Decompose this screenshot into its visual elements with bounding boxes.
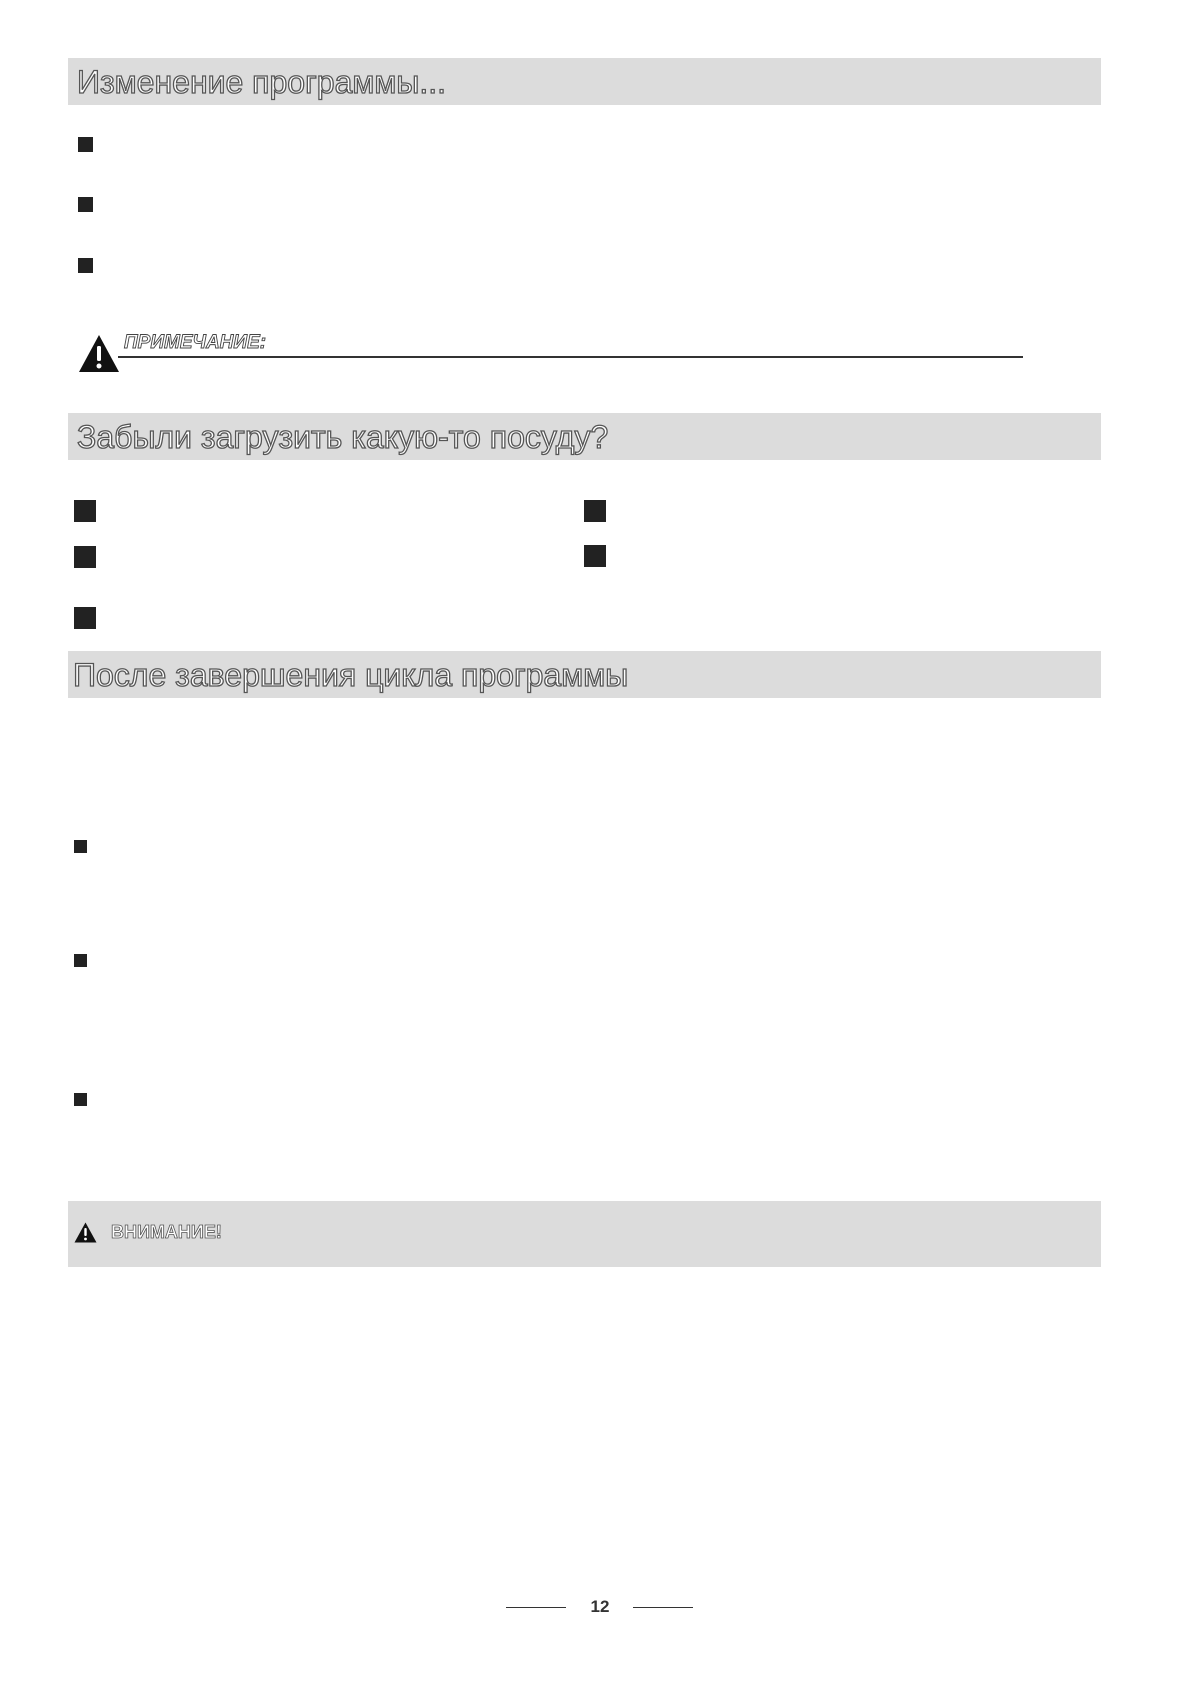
note-label: ПРИМЕЧАНИЕ: bbox=[124, 332, 267, 353]
warning-triangle-icon bbox=[78, 334, 120, 373]
bullet-icon bbox=[74, 607, 96, 629]
bullet-icon bbox=[78, 197, 93, 212]
section-header-change-program bbox=[68, 58, 1101, 105]
bullet-icon bbox=[74, 954, 87, 967]
bullet-icon bbox=[78, 258, 93, 273]
bullet-icon bbox=[584, 545, 606, 567]
note-underline bbox=[118, 356, 1023, 358]
section-title: После завершения цикла программы bbox=[73, 657, 629, 693]
section-title: Забыли загрузить какую-то посуду? bbox=[77, 419, 609, 455]
bullet-icon bbox=[74, 840, 87, 853]
bullet-icon bbox=[74, 546, 96, 568]
section-title: Изменение программы... bbox=[77, 64, 447, 100]
bullet-icon bbox=[74, 1093, 87, 1106]
bullet-icon bbox=[74, 500, 96, 522]
footer-rule-left bbox=[506, 1607, 566, 1608]
warning-triangle-icon bbox=[74, 1222, 97, 1243]
section-header-forgot-dish bbox=[68, 413, 1101, 460]
section-header-after-cycle bbox=[68, 651, 1101, 698]
footer-rule-right bbox=[633, 1607, 693, 1608]
bullet-icon bbox=[78, 137, 93, 152]
bullet-icon bbox=[584, 500, 606, 522]
attention-box bbox=[68, 1201, 1101, 1267]
attention-label: ВНИМАНИЕ! bbox=[111, 1222, 222, 1242]
page-number: 12 bbox=[590, 1597, 610, 1616]
